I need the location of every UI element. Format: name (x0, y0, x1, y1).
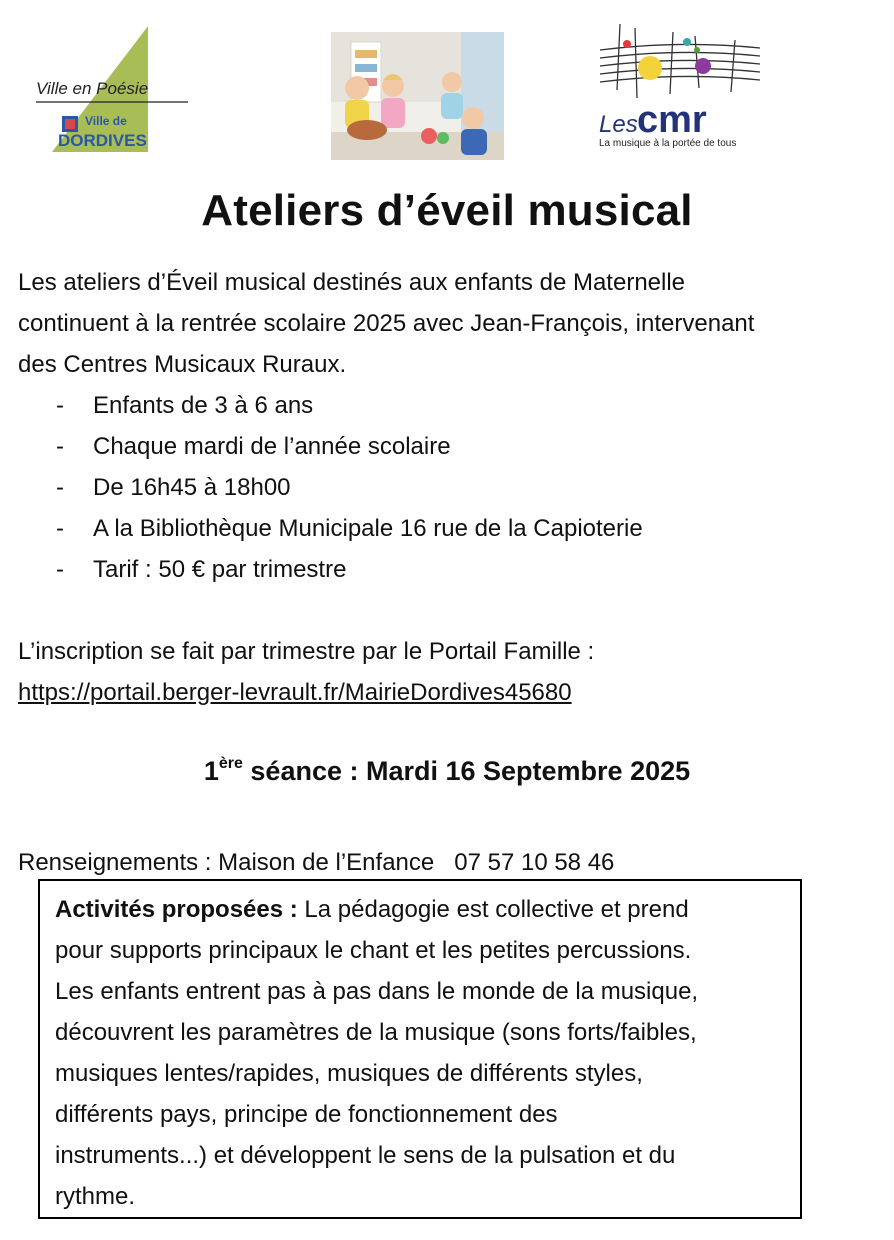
activities-label: Activités proposées : (55, 896, 298, 923)
portail-famille-link[interactable]: https://portail.berger-levrault.fr/MairieDordives45680 (18, 679, 572, 706)
contact-info: Renseignements : Maison de l’Enfance 07 57 10 58 46 (18, 849, 615, 876)
list-item (18, 426, 878, 467)
red-note-icon (623, 40, 631, 48)
les-label: Les (599, 111, 638, 138)
activities-line: rythme. (55, 1183, 136, 1210)
details-list (18, 385, 878, 590)
activities-first-line (55, 889, 786, 930)
bullet-dash: - (56, 433, 64, 460)
intro-line: continuent à la rentrée scolaire 2025 avec Jean-François, intervenant (18, 310, 755, 337)
activities-line: découvrent les paramètres de la musique (sons forts/faibles, (55, 1019, 697, 1046)
session-number: 1 (203, 756, 219, 786)
yellow-note-icon (638, 56, 662, 80)
intro-section (18, 262, 878, 713)
music-staff-lines (600, 24, 760, 98)
purple-note-icon (695, 58, 711, 74)
activities-text: La pédagogie est collective et prend (297, 896, 689, 923)
list-item-text: Tarif : 50 € par trimestre (93, 556, 347, 583)
les-cmr-logo (595, 18, 765, 153)
activities-line: différents pays, principe de fonctionnement des (55, 1101, 558, 1128)
list-item-text: Enfants de 3 à 6 ans (93, 392, 314, 419)
activities-line: Les enfants entrent pas à pas dans le monde de la musique, (55, 978, 699, 1005)
bullet-dash: - (56, 474, 64, 501)
ville-de-label: Ville de (85, 114, 127, 128)
list-item-text: De 16h45 à 18h00 (93, 474, 291, 501)
session-superscript: ère (218, 755, 243, 772)
children-music-photo (331, 32, 504, 160)
list-item (18, 385, 878, 426)
activities-line: pour supports principaux le chant et les petites percussions. (55, 937, 692, 964)
teal-note-icon (683, 38, 691, 46)
session-date: séance : Mardi 16 Septembre 2025 (242, 756, 691, 786)
cmr-label: cmr (637, 99, 707, 141)
activities-line: musiques lentes/rapides, musiques de différents styles, (55, 1060, 643, 1087)
bullet-dash: - (56, 556, 64, 583)
page-title: Ateliers d’éveil musical (201, 186, 693, 235)
first-session-heading (0, 756, 894, 787)
inscription-text: L’inscription se fait par trimestre par le Portail Famille : (18, 638, 595, 665)
dordives-logo (30, 22, 195, 157)
intro-line: des Centres Musicaux Ruraux. (18, 351, 347, 378)
list-item (18, 508, 878, 549)
list-item-text: Chaque mardi de l’année scolaire (93, 433, 451, 460)
intro-line: Les ateliers d’Éveil musical destinés aux enfants de Maternelle (18, 269, 686, 296)
list-item (18, 467, 878, 508)
activities-line: instruments...) et développent le sens de la pulsation et du (55, 1142, 676, 1169)
ville-en-poesie-script: Ville en Poésie (36, 79, 149, 98)
list-item (18, 549, 878, 590)
list-item-text: A la Bibliothèque Municipale 16 rue de la Capioterie (93, 515, 643, 542)
bullet-dash: - (56, 392, 64, 419)
activities-box (38, 879, 802, 1219)
cmr-tagline: La musique à la portée de tous (599, 138, 737, 149)
bullet-dash: - (56, 515, 64, 542)
dordives-label: DORDIVES (58, 131, 147, 150)
